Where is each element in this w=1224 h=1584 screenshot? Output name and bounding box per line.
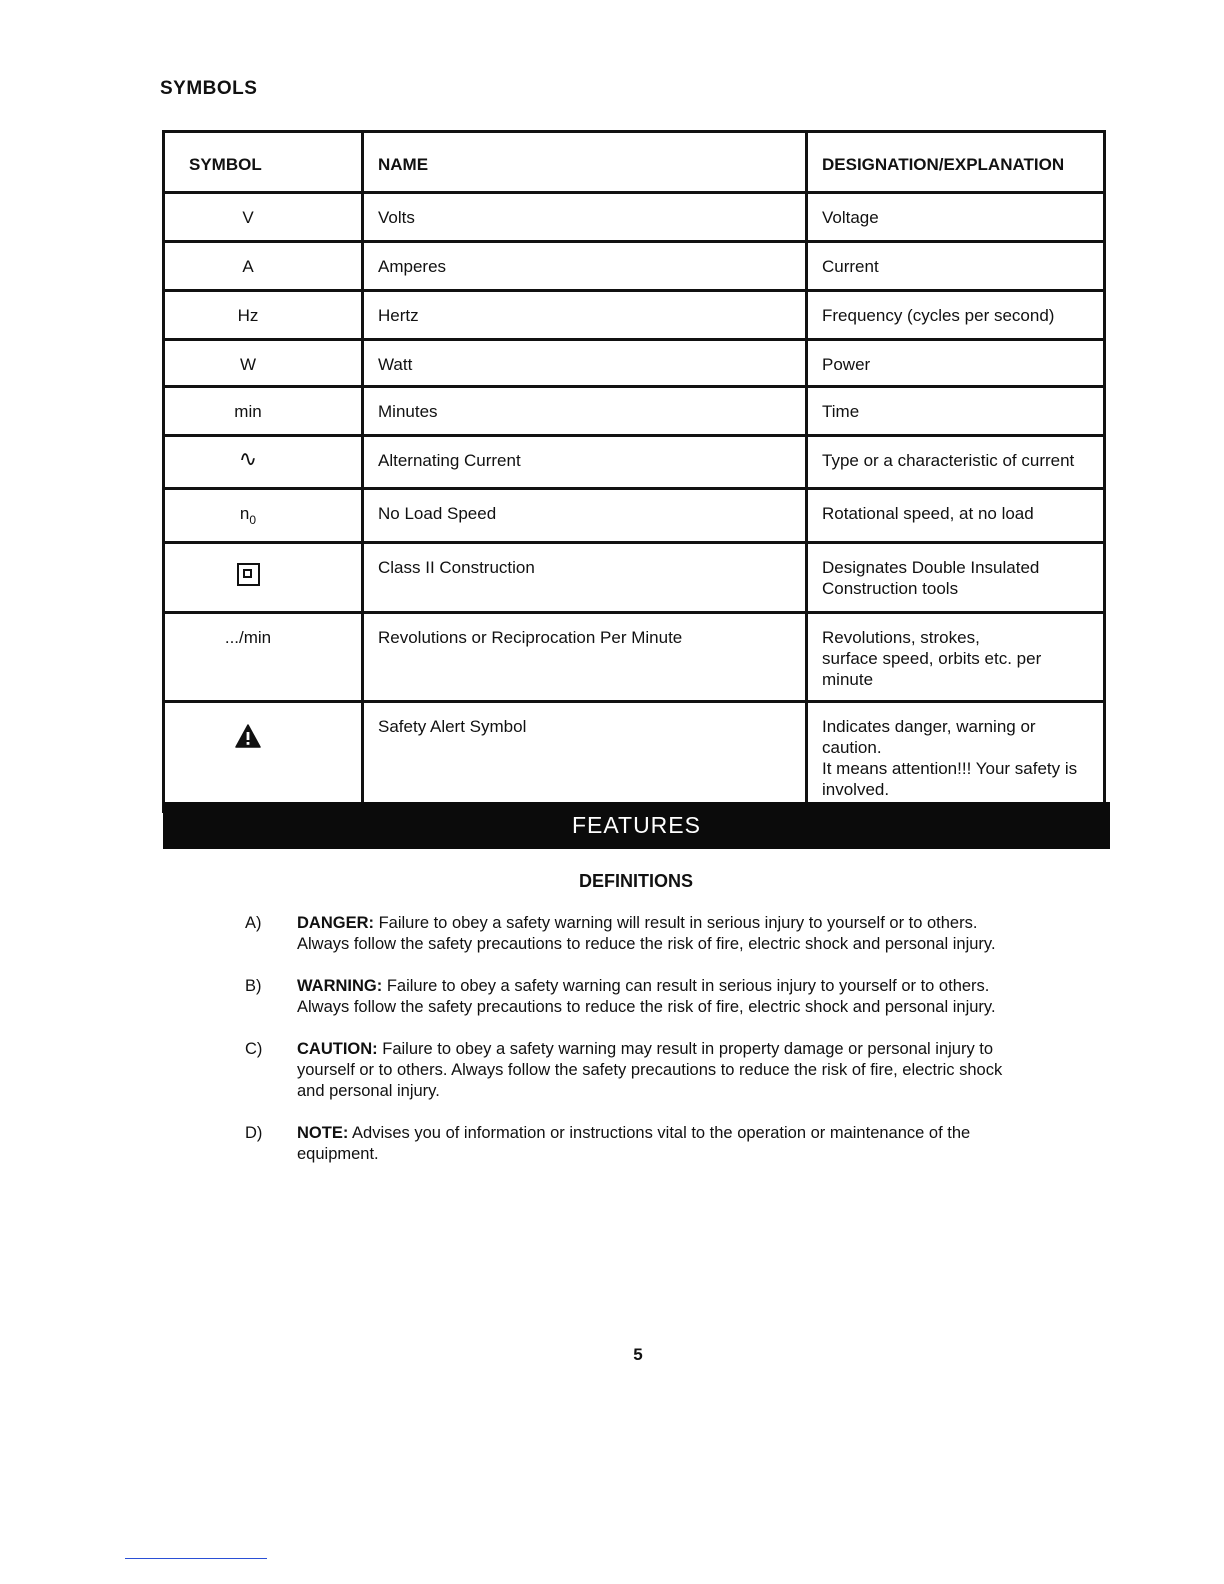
- header-name: NAME: [363, 132, 807, 193]
- symbol-cell: [164, 702, 363, 812]
- definition-body: Failure to obey a safety warning can result in serious injury to yourself or to others. Always follow the safety precautions to reduce the risk of fire, electric shock and personal injury.: [297, 977, 996, 1016]
- features-banner: FEATURES: [163, 802, 1110, 849]
- symbol-cell: [164, 543, 363, 613]
- table-row: [164, 242, 1105, 291]
- designation-cell: Designates Double Insulated Construction tools: [807, 543, 1105, 613]
- definition-body: Failure to obey a safety warning may result in property damage or personal injury to yourself or to others. Always follow the safety precautions to reduce the risk of fire, electric shock and personal injury.: [297, 1040, 1003, 1100]
- name-cell: Hertz: [363, 291, 807, 340]
- designation-cell: Revolutions, strokes, surface speed, orbits etc. per minute: [807, 613, 1105, 702]
- designation-cell: Frequency (cycles per second): [807, 291, 1105, 340]
- definition-text: [297, 976, 1032, 1018]
- name-cell: Minutes: [363, 387, 807, 436]
- name-cell: Amperes: [363, 242, 807, 291]
- double-insulated-icon: [237, 563, 260, 586]
- symbol-cell: .../min: [164, 613, 363, 702]
- designation-cell: Voltage: [807, 193, 1105, 242]
- definitions-title: DEFINITIONS: [578, 871, 693, 891]
- name-cell: No Load Speed: [363, 489, 807, 543]
- name-cell: Volts: [363, 193, 807, 242]
- designation-cell: Current: [807, 242, 1105, 291]
- name-cell: Revolutions or Reciprocation Per Minute: [363, 613, 807, 702]
- symbol-n: n: [239, 504, 250, 523]
- header-symbol: SYMBOL: [164, 132, 363, 193]
- designation-cell: Power: [807, 340, 1105, 387]
- name-cell: Safety Alert Symbol: [363, 702, 807, 812]
- symbol-subscript: 0: [249, 513, 257, 527]
- table-row: [164, 702, 1105, 812]
- header-designation: DESIGNATION/EXPLANATION: [807, 132, 1105, 193]
- definition-term: CAUTION:: [297, 1040, 378, 1058]
- definition-term: WARNING:: [297, 977, 383, 995]
- definition-text: [297, 1123, 1032, 1165]
- section-heading-symbols: SYMBOLS: [160, 78, 258, 99]
- definition-term: NOTE:: [297, 1124, 349, 1142]
- table-row: [164, 613, 1105, 702]
- designation-cell: Indicates danger, warning or caution. It means attention!!! Your safety is involved.: [807, 702, 1105, 812]
- symbol-cell: [164, 489, 363, 543]
- definition-text: [297, 913, 1032, 955]
- name-cell: Watt: [363, 340, 807, 387]
- definition-text: [297, 1039, 1032, 1102]
- table-row: [164, 436, 1105, 489]
- definition-body: Advises you of information or instructions vital to the operation or maintenance of the equipment.: [297, 1124, 971, 1163]
- definition-letter: C): [245, 1040, 263, 1058]
- designation-cell: Time: [807, 387, 1105, 436]
- safety-alert-icon: [235, 724, 261, 748]
- table-row: [164, 291, 1105, 340]
- definition-term: DANGER:: [297, 914, 374, 932]
- symbol-cell: A: [164, 242, 363, 291]
- symbol-cell: Hz: [164, 291, 363, 340]
- name-cell: Alternating Current: [363, 436, 807, 489]
- definition-body: Failure to obey a safety warning will result in serious injury to yourself or to others. Always follow the safety precautions to reduce the risk of fire, electric shock and personal injury.: [297, 914, 996, 953]
- footer-rule: [125, 1558, 267, 1559]
- definition-letter: A): [245, 914, 262, 932]
- symbol-cell: W: [164, 340, 363, 387]
- name-cell: Class II Construction: [363, 543, 807, 613]
- symbol-cell: V: [164, 193, 363, 242]
- definition-letter: B): [245, 977, 262, 995]
- table-header-row: [164, 132, 1105, 193]
- table-row: [164, 489, 1105, 543]
- symbol-cell: [164, 436, 363, 489]
- table-row: [164, 340, 1105, 387]
- symbol-cell: min: [164, 387, 363, 436]
- definition-letter: D): [245, 1124, 263, 1142]
- table-row: [164, 387, 1105, 436]
- symbols-table: [162, 130, 1106, 813]
- designation-cell: Rotational speed, at no load: [807, 489, 1105, 543]
- table-row: [164, 193, 1105, 242]
- table-row: [164, 543, 1105, 613]
- designation-cell: Type or a characteristic of current: [807, 436, 1105, 489]
- page-number: 5: [633, 1345, 643, 1364]
- alternating-current-icon: ∿: [238, 447, 258, 472]
